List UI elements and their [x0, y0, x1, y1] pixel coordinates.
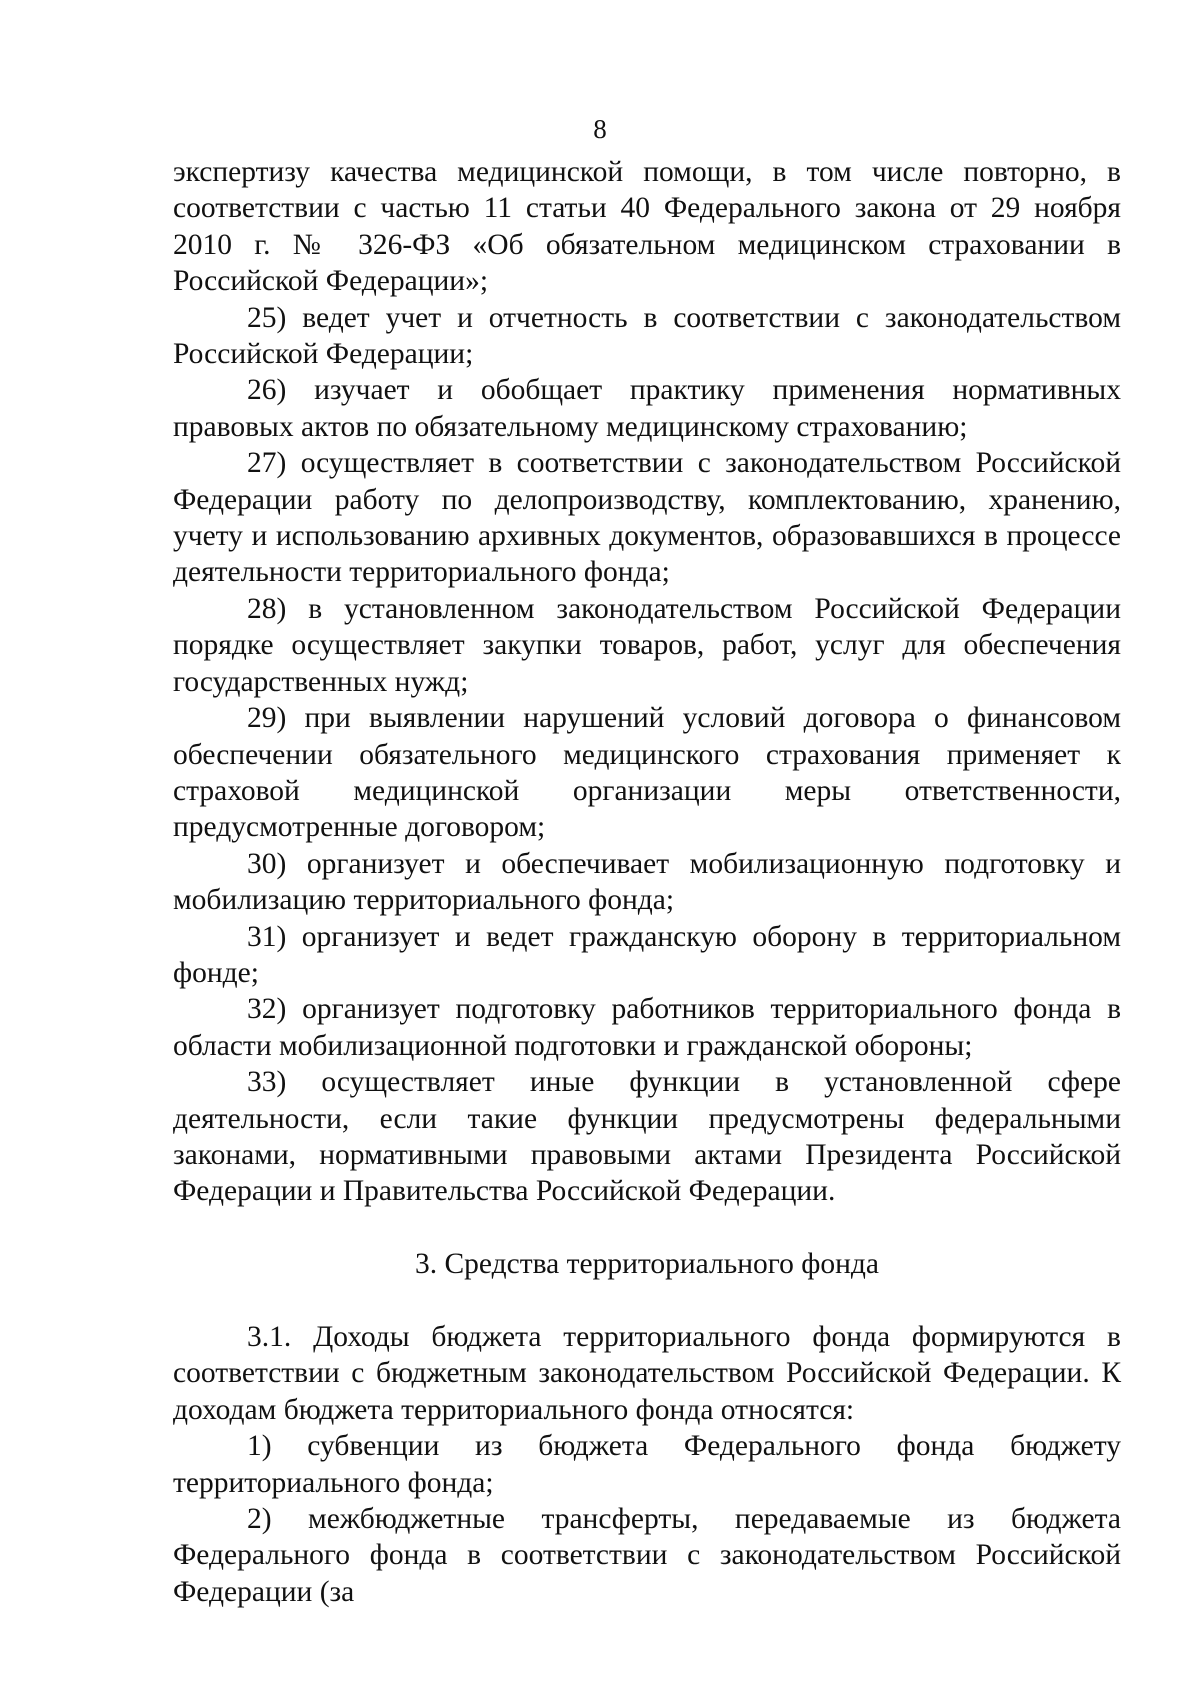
paragraph-continuation: экспертизу качества медицинской помощи, в том числе повторно, в соответствии с частью 11 статьи 40 Федерального закона от 29 ноября 2010 г. № 326-ФЗ «Об обязательном медицинском страховании в Российской Федерации»; — [173, 156, 1121, 298]
page-number: 8 — [593, 114, 607, 144]
list-item-31: 31) организует и ведет гражданскую оборону в территориальном фонде; — [173, 920, 1121, 989]
list-item-26: 26) изучает и обобщает практику применения нормативных правовых актов по обязательному медицинскому страхованию; — [173, 374, 1121, 443]
spacer — [173, 1283, 1121, 1319]
section-heading: 3. Средства территориального фонда — [414, 1248, 879, 1281]
list-item-29: 29) при выявлении нарушений условий договора о финансовом обеспечении обязательного медицинского страхования применяет к страховой медицинской организации меры ответственности, предусмотренные договором; — [173, 702, 1121, 844]
spacer — [173, 1210, 1121, 1246]
income-item-2: 2) межбюджетные трансферты, передаваемые из бюджета Федерального фонда в соответствии с законодательством Российской Федерации (за — [173, 1503, 1121, 1608]
list-item-32: 32) организует подготовку работников территориального фонда в области мобилизационной подготовки и гражданской обороны; — [173, 993, 1121, 1062]
list-item-30: 30) организует и обеспечивает мобилизационную подготовку и мобилизацию территориального фонда; — [173, 847, 1121, 917]
document-body — [173, 154, 1121, 1610]
list-item-33: 33) осуществляет иные функции в установленной сфере деятельности, если такие функции предусмотрены федеральными законами, нормативными правовыми актами Президента Российской Федерации и Правительства Российской Федерации. — [173, 1066, 1121, 1208]
list-item-27: 27) осуществляет в соответствии с законодательством Российской Федерации работу по делопроизводству, комплектованию, хранению, учету и использованию архивных документов, образовавшихся в процессе деятельности территориального фонда; — [173, 447, 1121, 589]
clause-3-1: 3.1. Доходы бюджета территориального фонда формируются в соответствии с бюджетным законодательством Российской Федерации. К доходам бюджета территориального фонда относятся: — [173, 1320, 1121, 1426]
list-item-28: 28) в установленном законодательством Российской Федерации порядке осуществляет закупки товаров, работ, услуг для обеспечения государственных нужд; — [173, 592, 1121, 698]
list-item-25: 25) ведет учет и отчетность в соответствии с законодательством Российской Федерации; — [173, 301, 1121, 371]
income-item-1: 1) субвенции из бюджета Федерального фонда бюджету территориального фонда; — [173, 1430, 1121, 1499]
